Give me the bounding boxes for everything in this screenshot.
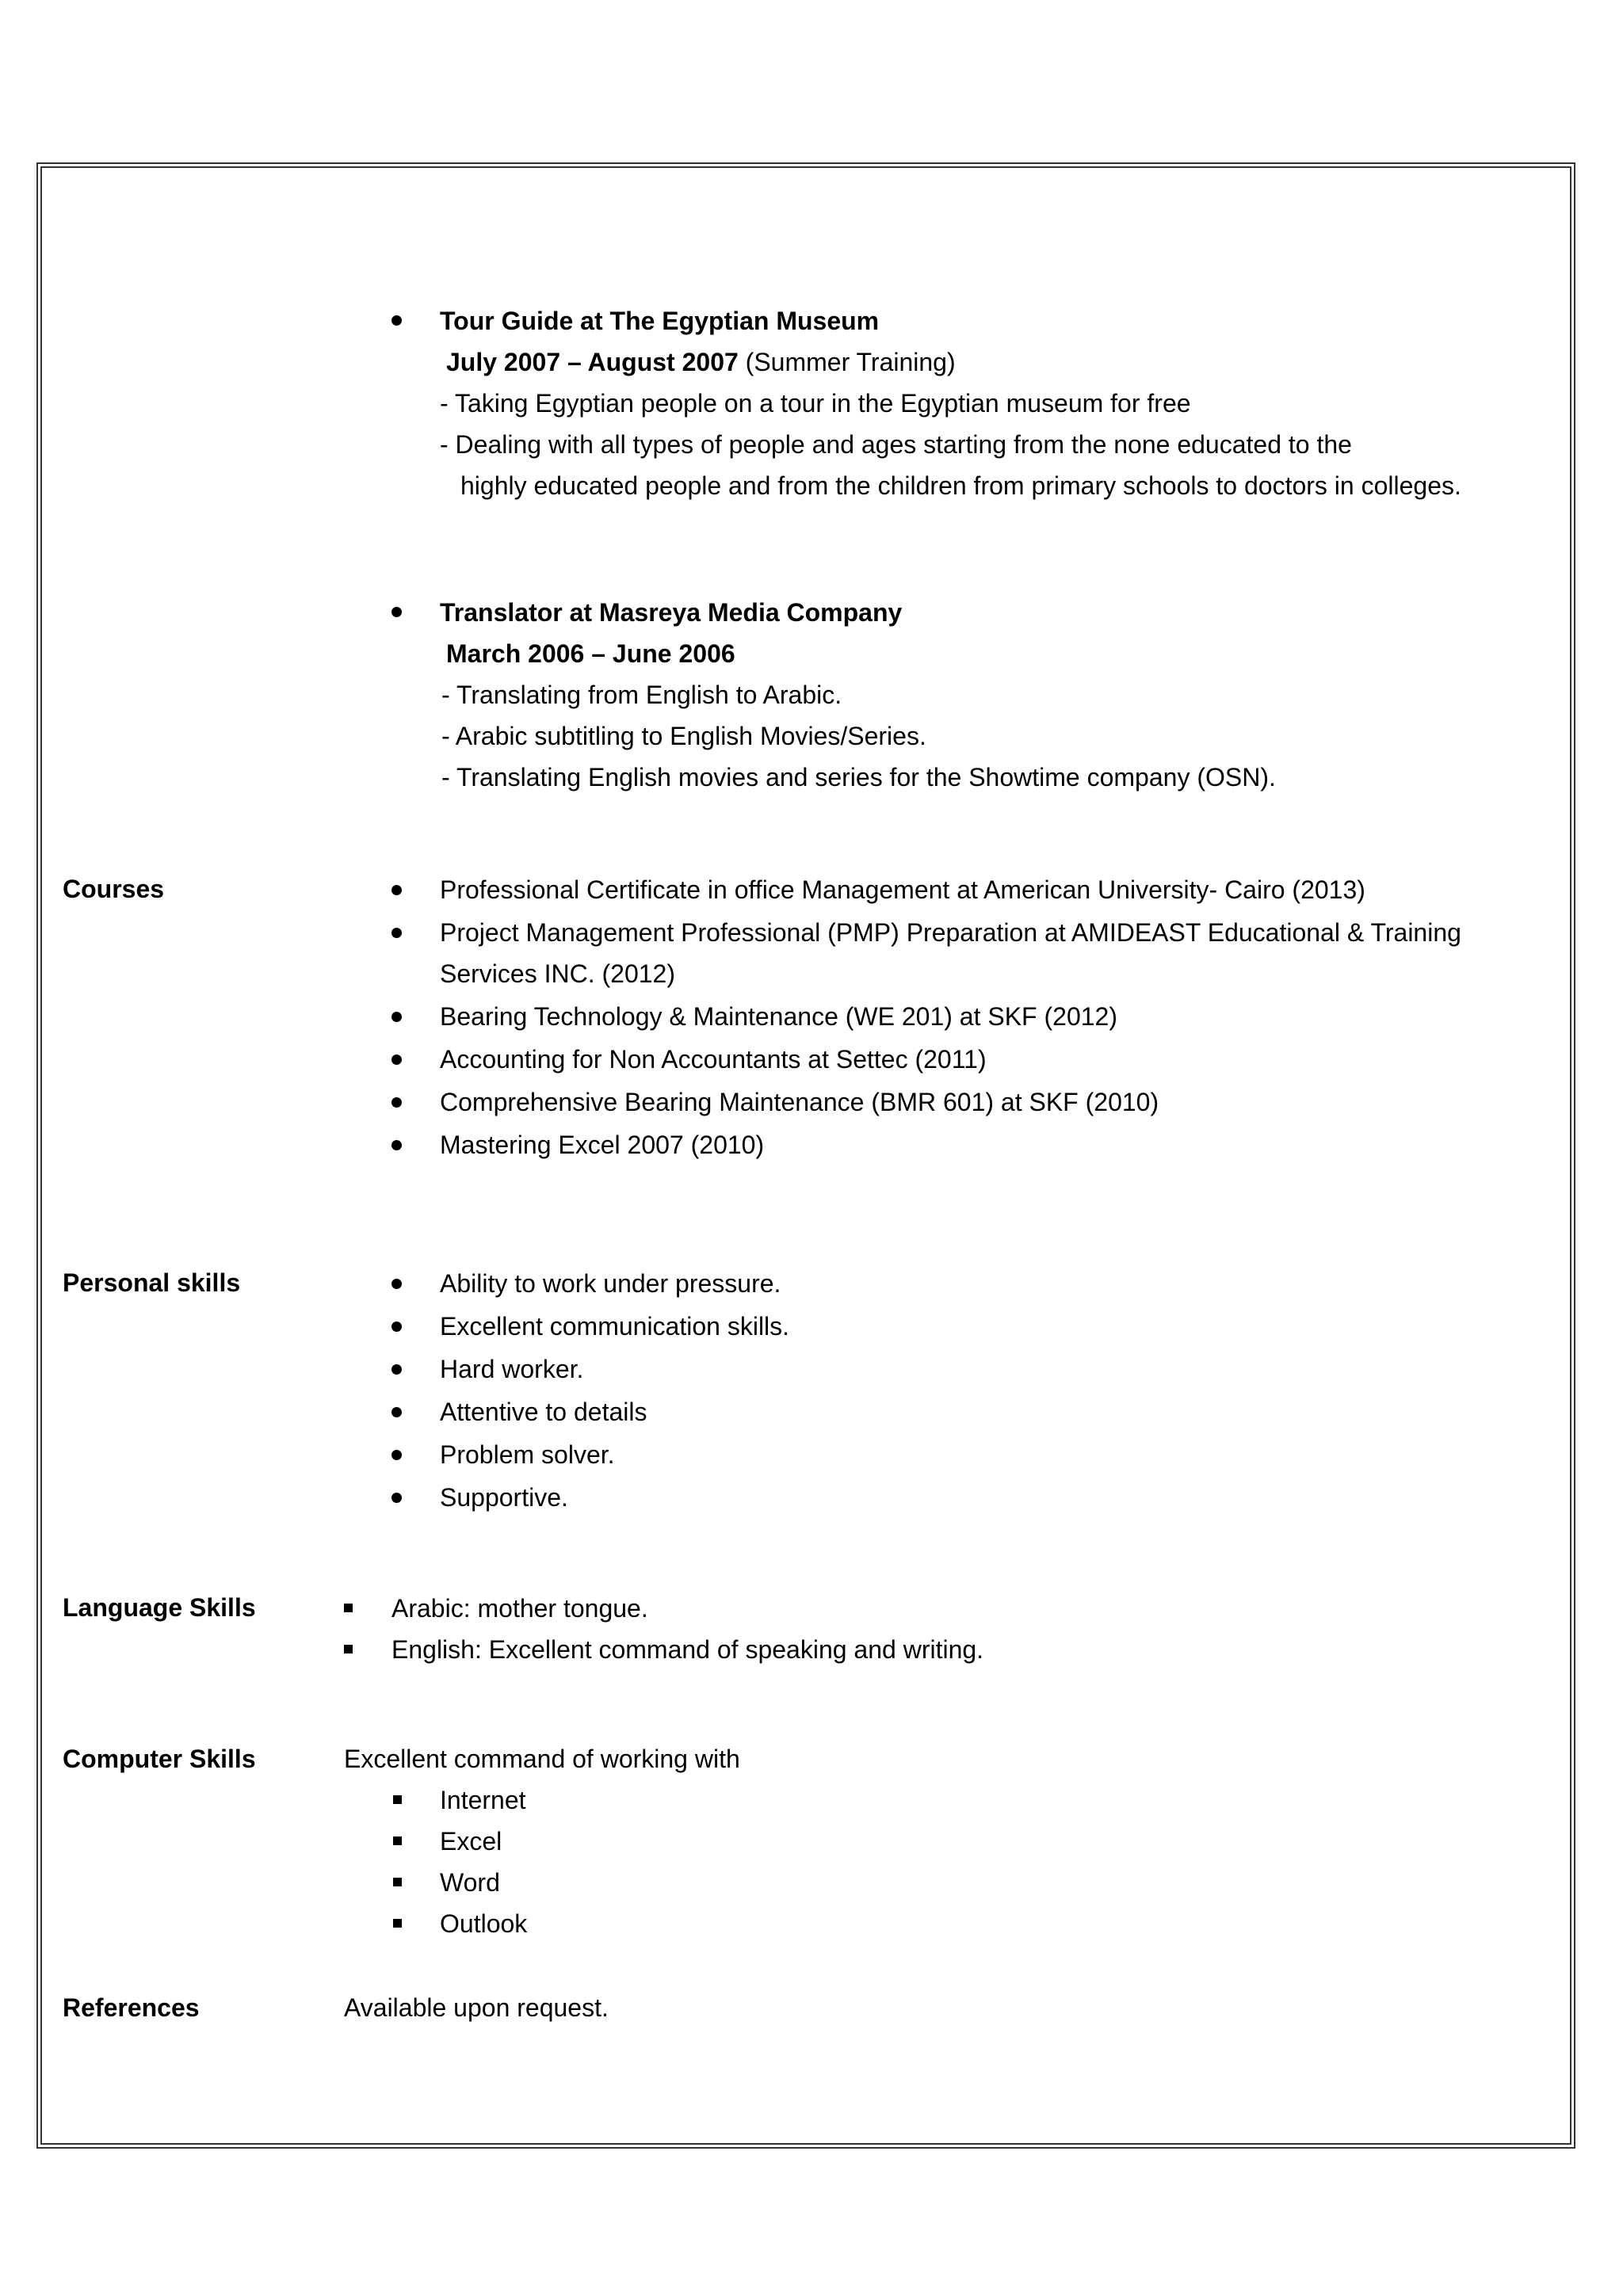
bullet-icon [391, 885, 402, 895]
square-bullet-icon [344, 1645, 353, 1653]
square-bullet-icon [344, 1604, 353, 1612]
bullet-icon [391, 1450, 402, 1460]
job-duty-line: - Translating from English to Arabic. [441, 681, 842, 709]
references-text: Available upon request. [344, 1993, 609, 2022]
course-item: Accounting for Non Accountants at Settec (2011) [440, 1045, 987, 1074]
square-bullet-icon [393, 1836, 402, 1845]
computer-skill-item: Internet [440, 1786, 526, 1814]
job-title: Translator at Masreya Media Company [440, 598, 903, 627]
language-item: Arabic: mother tongue. [391, 1594, 648, 1623]
course-item: Professional Certificate in office Management at American University- Cairo (2013) [440, 875, 1365, 904]
job-duty-line: - Translating English movies and series for the Showtime company (OSN). [441, 763, 1276, 791]
bullet-icon [391, 1012, 402, 1022]
skill-item: Excellent communication skills. [440, 1312, 790, 1341]
bullet-icon [391, 1055, 402, 1065]
bullet-icon [391, 1322, 402, 1332]
bullet-icon [391, 1279, 402, 1289]
bullet-icon [391, 315, 402, 326]
computer-skills-intro: Excellent command of working with [344, 1745, 740, 1773]
square-bullet-icon [393, 1795, 402, 1804]
skill-item: Ability to work under pressure. [440, 1269, 781, 1298]
course-item: Comprehensive Bearing Maintenance (BMR 601) at SKF (2010) [440, 1088, 1159, 1116]
bullet-icon [391, 607, 402, 617]
section-heading-courses: Courses [63, 875, 165, 903]
computer-skill-item: Excel [440, 1827, 502, 1855]
job-duty-line: - Dealing with all types of people and ages starting from the none educated to the [440, 430, 1352, 459]
bullet-icon [391, 1493, 402, 1503]
course-item: Mastering Excel 2007 (2010) [440, 1131, 765, 1159]
job-duty-line: highly educated people and from the children from primary schools to doctors in colleges. [460, 471, 1461, 500]
section-heading-personal-skills: Personal skills [63, 1268, 241, 1297]
job-period: March 2006 – June 2006 [446, 639, 735, 668]
computer-skill-item: Outlook [440, 1909, 528, 1938]
skill-item: Supportive. [440, 1483, 568, 1512]
course-item-continuation: Services INC. (2012) [440, 959, 675, 988]
section-heading-language-skills: Language Skills [63, 1593, 256, 1622]
job-duty-line: - Arabic subtitling to English Movies/Series. [441, 722, 926, 750]
skill-item: Hard worker. [440, 1355, 584, 1383]
course-item: Project Management Professional (PMP) Preparation at AMIDEAST Educational & Training [440, 918, 1461, 947]
bullet-icon [391, 1140, 402, 1150]
page-border-inner [40, 166, 1571, 2145]
skill-item: Attentive to details [440, 1398, 647, 1426]
job-period: July 2007 – August 2007 [446, 348, 739, 376]
section-heading-references: References [63, 1993, 200, 2022]
square-bullet-icon [393, 1878, 402, 1886]
job-title: Tour Guide at The Egyptian Museum [440, 307, 880, 335]
bullet-icon [391, 928, 402, 938]
section-heading-computer-skills: Computer Skills [63, 1745, 256, 1773]
square-bullet-icon [393, 1919, 402, 1928]
job-duty-line: - Taking Egyptian people on a tour in the Egyptian museum for free [440, 389, 1191, 418]
job-period-line [446, 346, 956, 378]
language-item: English: Excellent command of speaking and writing. [391, 1635, 984, 1664]
bullet-icon [391, 1364, 402, 1375]
job-period-note: (Summer Training) [745, 348, 956, 376]
bullet-icon [391, 1097, 402, 1108]
skill-item: Problem solver. [440, 1440, 615, 1469]
computer-skill-item: Word [440, 1868, 500, 1897]
course-item: Bearing Technology & Maintenance (WE 201) at SKF (2012) [440, 1002, 1117, 1031]
bullet-icon [391, 1407, 402, 1417]
